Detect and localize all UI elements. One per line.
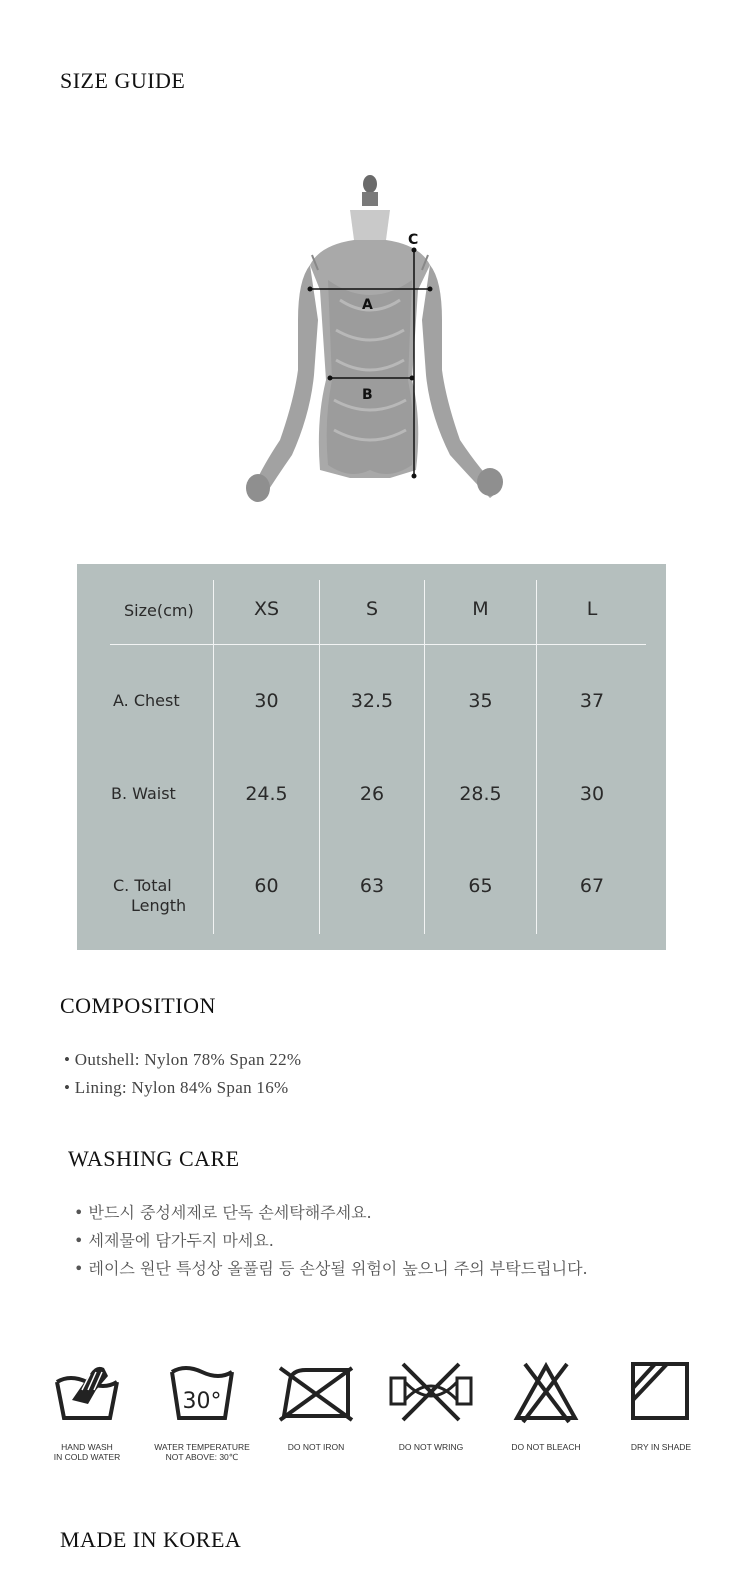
- size-xs: XS: [253, 598, 280, 620]
- care-label: HAND WASH IN COLD WATER: [53, 1442, 121, 1462]
- hand-wash-icon: [52, 1360, 122, 1424]
- size-l: L: [586, 598, 598, 620]
- care-item: • 세제물에 담가두지 마세요.: [74, 1231, 274, 1250]
- length-s: 63: [359, 875, 385, 897]
- care-item: • 레이스 원단 특성상 올풀림 등 손상될 위험이 높으니 주의 부탁드립니다.: [74, 1259, 588, 1278]
- row-label-chest: A. Chest: [113, 691, 180, 710]
- length-xs: 60: [254, 875, 279, 897]
- composition-title: COMPOSITION: [60, 993, 216, 1018]
- row-label-length-2: Length: [131, 896, 187, 915]
- made-in-korea: MADE IN KOREA: [60, 1527, 242, 1552]
- chest-s: 32.5: [350, 690, 394, 712]
- dry-in-shade-icon: [629, 1360, 693, 1424]
- washing-care-list: [74, 1199, 588, 1283]
- washing-care-title: WASHING CARE: [68, 1146, 240, 1171]
- length-l: 67: [579, 875, 605, 897]
- diagram-label-b: B: [362, 387, 373, 403]
- size-guide-title: SIZE GUIDE: [60, 68, 186, 93]
- care-symbol-hand-wash: [32, 1360, 142, 1462]
- waist-s: 26: [359, 783, 385, 805]
- composition-list: [64, 1046, 301, 1102]
- size-s: S: [365, 598, 379, 620]
- size-m: M: [472, 598, 489, 620]
- wash-temp: 30°: [182, 1389, 222, 1414]
- care-symbol-do-not-wring: [376, 1360, 486, 1452]
- care-label: DRY IN SHADE: [630, 1442, 692, 1452]
- waist-xs: 24.5: [245, 783, 288, 805]
- care-label: DO NOT BLEACH: [511, 1442, 581, 1452]
- size-table: [77, 564, 666, 950]
- chest-l: 37: [579, 690, 605, 712]
- waist-l: 30: [579, 783, 605, 805]
- diagram-label-a: A: [362, 297, 373, 313]
- composition-item: • Lining: Nylon 84% Span 16%: [64, 1078, 289, 1097]
- care-symbol-wash-30: [147, 1360, 257, 1462]
- chest-xs: 30: [254, 690, 279, 712]
- waist-m: 28.5: [459, 783, 502, 805]
- length-m: 65: [468, 875, 493, 897]
- do-not-iron-icon: [276, 1360, 356, 1424]
- row-label-length-1: C. Total: [113, 876, 172, 895]
- diagram-label-c: C: [408, 232, 419, 248]
- composition-item: • Outshell: Nylon 78% Span 22%: [64, 1050, 302, 1069]
- do-not-wring-icon: [389, 1360, 473, 1424]
- chest-m: 35: [468, 690, 493, 712]
- do-not-bleach-icon: [511, 1360, 581, 1424]
- care-item: • 반드시 중성세제로 단독 손세탁해주세요.: [74, 1203, 372, 1222]
- care-symbols: [0, 1360, 750, 1470]
- care-label: DO NOT IRON: [287, 1442, 345, 1452]
- mannequin-measurement-diagram: [240, 170, 510, 510]
- care-symbol-do-not-iron: [261, 1360, 371, 1452]
- care-symbol-dry-in-shade: [606, 1360, 716, 1452]
- care-label: WATER TEMPERATURE NOT ABOVE: 30℃: [154, 1442, 250, 1462]
- wash-30-icon: [167, 1360, 237, 1424]
- care-label: DO NOT WRING: [398, 1442, 464, 1452]
- row-label-waist: B. Waist: [111, 784, 176, 803]
- care-symbol-do-not-bleach: [491, 1360, 601, 1452]
- size-header-label: Size(cm): [124, 601, 194, 620]
